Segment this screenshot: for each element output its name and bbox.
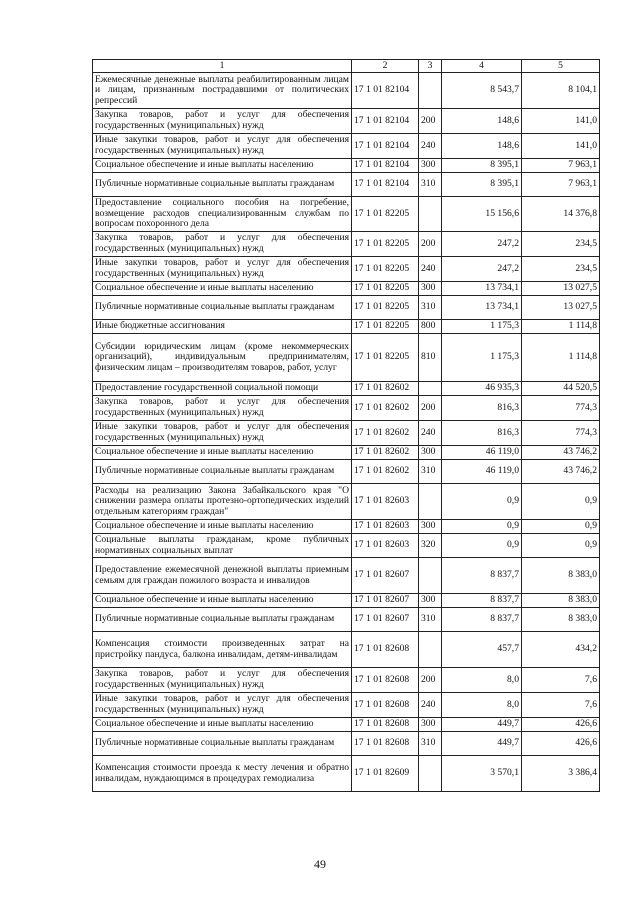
column-header-amount-2: 5 (522, 60, 600, 73)
row-name: Социальное обеспечение и иные выплаты населению (93, 718, 352, 732)
row-expense-type: 240 (419, 693, 442, 718)
table-body (93, 73, 600, 792)
column-header-target-code: 2 (352, 60, 419, 73)
table-row (93, 197, 600, 232)
row-name: Иные закупки товаров, работ и услуг для обеспечения государственных (муниципальных) нужд (93, 693, 352, 718)
row-target-code: 17 1 01 82603 (352, 534, 419, 558)
row-expense-type: 200 (419, 109, 442, 134)
table-row (93, 382, 600, 396)
row-amount-1: 0,9 (442, 520, 522, 534)
row-expense-type: 310 (419, 732, 442, 756)
row-target-code: 17 1 01 82104 (352, 159, 419, 173)
row-name: Социальное обеспечение и иные выплаты населению (93, 520, 352, 534)
row-amount-2: 141,0 (522, 134, 600, 159)
table-row (93, 693, 600, 718)
row-target-code: 17 1 01 82607 (352, 558, 419, 594)
row-amount-2: 8 383,0 (522, 594, 600, 608)
row-amount-2: 7,6 (522, 668, 600, 693)
row-expense-type: 200 (419, 668, 442, 693)
row-amount-1: 8,0 (442, 693, 522, 718)
table-row (93, 460, 600, 484)
row-target-code: 17 1 01 82602 (352, 382, 419, 396)
row-expense-type: 200 (419, 396, 442, 421)
row-expense-type: 300 (419, 446, 442, 460)
table-row (93, 632, 600, 668)
row-name: Закупка товаров, работ и услуг для обеспечения государственных (муниципальных) нужд (93, 668, 352, 693)
row-name: Социальное обеспечение и иные выплаты населению (93, 282, 352, 296)
row-target-code: 17 1 01 82602 (352, 460, 419, 484)
row-expense-type: 300 (419, 520, 442, 534)
row-expense-type (419, 558, 442, 594)
row-expense-type (419, 382, 442, 396)
table-header-row (93, 60, 600, 73)
row-expense-type (419, 197, 442, 232)
column-header-name: 1 (93, 60, 352, 73)
row-target-code: 17 1 01 82607 (352, 608, 419, 632)
row-amount-2: 7 963,1 (522, 173, 600, 197)
table-row (93, 109, 600, 134)
row-expense-type: 810 (419, 334, 442, 382)
row-target-code: 17 1 01 82602 (352, 396, 419, 421)
row-target-code: 17 1 01 82104 (352, 109, 419, 134)
budget-table (92, 59, 600, 792)
row-target-code: 17 1 01 82104 (352, 173, 419, 197)
row-amount-2: 13 027,5 (522, 282, 600, 296)
row-name: Публичные нормативные социальные выплаты гражданам (93, 732, 352, 756)
row-name: Иные бюджетные ассигнования (93, 320, 352, 334)
row-amount-2: 7,6 (522, 693, 600, 718)
row-expense-type: 310 (419, 460, 442, 484)
row-expense-type: 240 (419, 421, 442, 446)
row-amount-2: 234,5 (522, 232, 600, 257)
table-row (93, 296, 600, 320)
table-row (93, 173, 600, 197)
row-target-code: 17 1 01 82205 (352, 282, 419, 296)
row-amount-2: 43 746,2 (522, 460, 600, 484)
row-name: Публичные нормативные социальные выплаты гражданам (93, 608, 352, 632)
row-expense-type: 310 (419, 608, 442, 632)
row-amount-1: 816,3 (442, 396, 522, 421)
table-row (93, 534, 600, 558)
row-amount-1: 148,6 (442, 109, 522, 134)
table-row (93, 134, 600, 159)
row-name: Ежемесячные денежные выплаты реабилитированным лицам и лицам, признанным пострадавшими от политических репрессий (93, 73, 352, 109)
row-amount-2: 8 383,0 (522, 558, 600, 594)
row-amount-2: 0,9 (522, 520, 600, 534)
row-target-code: 17 1 01 82205 (352, 334, 419, 382)
row-target-code: 17 1 01 82104 (352, 73, 419, 109)
row-amount-2: 426,6 (522, 732, 600, 756)
row-amount-1: 8 395,1 (442, 159, 522, 173)
table-row (93, 282, 600, 296)
table-row (93, 558, 600, 594)
row-amount-2: 8 104,1 (522, 73, 600, 109)
row-amount-2: 1 114,8 (522, 334, 600, 382)
row-name: Иные закупки товаров, работ и услуг для обеспечения государственных (муниципальных) нужд (93, 134, 352, 159)
row-name: Расходы на реализацию Закона Забайкальского края "О снижении размера оплаты протезно-ортопедических изделий отдельным категориям граждан" (93, 484, 352, 520)
row-target-code: 17 1 01 82205 (352, 257, 419, 282)
row-expense-type: 300 (419, 594, 442, 608)
row-expense-type: 310 (419, 173, 442, 197)
row-amount-1: 8,0 (442, 668, 522, 693)
row-amount-1: 0,9 (442, 534, 522, 558)
row-amount-1: 13 734,1 (442, 282, 522, 296)
row-expense-type: 300 (419, 159, 442, 173)
row-name: Предоставление социального пособия на погребение, возмещение расходов специализированным службам по вопросам похоронного дела (93, 197, 352, 232)
row-target-code: 17 1 01 82608 (352, 668, 419, 693)
row-target-code: 17 1 01 82602 (352, 421, 419, 446)
row-name: Закупка товаров, работ и услуг для обеспечения государственных (муниципальных) нужд (93, 109, 352, 134)
column-header-amount-1: 4 (442, 60, 522, 73)
table-row (93, 718, 600, 732)
row-name: Публичные нормативные социальные выплаты гражданам (93, 460, 352, 484)
row-amount-1: 15 156,6 (442, 197, 522, 232)
row-target-code: 17 1 01 82602 (352, 446, 419, 460)
row-amount-1: 8 837,7 (442, 608, 522, 632)
table-row (93, 608, 600, 632)
row-target-code: 17 1 01 82205 (352, 197, 419, 232)
table-row (93, 446, 600, 460)
row-amount-2: 774,3 (522, 396, 600, 421)
row-name: Закупка товаров, работ и услуг для обеспечения государственных (муниципальных) нужд (93, 396, 352, 421)
row-name: Публичные нормативные социальные выплаты гражданам (93, 173, 352, 197)
row-amount-1: 8 837,7 (442, 594, 522, 608)
row-amount-2: 43 746,2 (522, 446, 600, 460)
table-row (93, 668, 600, 693)
row-amount-1: 148,6 (442, 134, 522, 159)
row-expense-type: 240 (419, 134, 442, 159)
row-target-code: 17 1 01 82608 (352, 693, 419, 718)
row-target-code: 17 1 01 82607 (352, 594, 419, 608)
row-target-code: 17 1 01 82205 (352, 232, 419, 257)
row-amount-2: 8 383,0 (522, 608, 600, 632)
table-row (93, 594, 600, 608)
row-target-code: 17 1 01 82608 (352, 718, 419, 732)
table-row (93, 520, 600, 534)
page-number: 49 (314, 857, 326, 871)
row-amount-2: 3 386,4 (522, 756, 600, 792)
row-name: Субсидии юридическим лицам (кроме некоммерческих организаций), индивидуальным предпринимателям, физическим лицам – производителям товаров, работ, услуг (93, 334, 352, 382)
row-expense-type: 300 (419, 718, 442, 732)
row-name: Иные закупки товаров, работ и услуг для обеспечения государственных (муниципальных) нужд (93, 421, 352, 446)
row-amount-2: 0,9 (522, 534, 600, 558)
row-target-code: 17 1 01 82205 (352, 320, 419, 334)
row-name: Закупка товаров, работ и услуг для обеспечения государственных (муниципальных) нужд (93, 232, 352, 257)
row-amount-1: 8 395,1 (442, 173, 522, 197)
row-target-code: 17 1 01 82608 (352, 732, 419, 756)
row-expense-type: 200 (419, 232, 442, 257)
row-name: Иные закупки товаров, работ и услуг для обеспечения государственных (муниципальных) нужд (93, 257, 352, 282)
row-amount-2: 141,0 (522, 109, 600, 134)
row-amount-1: 1 175,3 (442, 334, 522, 382)
row-amount-1: 46 935,3 (442, 382, 522, 396)
row-target-code: 17 1 01 82603 (352, 484, 419, 520)
row-expense-type: 310 (419, 296, 442, 320)
row-expense-type (419, 484, 442, 520)
row-expense-type: 240 (419, 257, 442, 282)
table-row (93, 257, 600, 282)
row-expense-type: 800 (419, 320, 442, 334)
table-row (93, 396, 600, 421)
row-amount-1: 1 175,3 (442, 320, 522, 334)
row-amount-1: 8 837,7 (442, 558, 522, 594)
row-target-code: 17 1 01 82603 (352, 520, 419, 534)
row-amount-2: 234,5 (522, 257, 600, 282)
row-amount-2: 1 114,8 (522, 320, 600, 334)
row-name: Компенсация стоимости проезда к месту лечения и обратно инвалидам, нуждающимся в процедурах гемодиализа (93, 756, 352, 792)
row-amount-1: 247,2 (442, 232, 522, 257)
row-amount-1: 46 119,0 (442, 460, 522, 484)
row-amount-1: 247,2 (442, 257, 522, 282)
row-amount-2: 44 520,5 (522, 382, 600, 396)
row-expense-type: 320 (419, 534, 442, 558)
row-target-code: 17 1 01 82609 (352, 756, 419, 792)
row-name: Социальные выплаты гражданам, кроме публичных нормативных социальных выплат (93, 534, 352, 558)
row-target-code: 17 1 01 82104 (352, 134, 419, 159)
row-amount-1: 449,7 (442, 718, 522, 732)
row-name: Социальное обеспечение и иные выплаты населению (93, 446, 352, 460)
row-name: Компенсация стоимости произведенных затрат на пристройку пандуса, балкона инвалидам, детям-инвалидам (93, 632, 352, 668)
table-row (93, 484, 600, 520)
table-row (93, 732, 600, 756)
row-name: Предоставление ежемесячной денежной выплаты приемным семьям для граждан пожилого возраста и инвалидов (93, 558, 352, 594)
row-amount-2: 774,3 (522, 421, 600, 446)
row-amount-2: 426,6 (522, 718, 600, 732)
row-target-code: 17 1 01 82205 (352, 296, 419, 320)
row-amount-1: 449,7 (442, 732, 522, 756)
row-amount-1: 3 570,1 (442, 756, 522, 792)
row-expense-type: 300 (419, 282, 442, 296)
row-name: Публичные нормативные социальные выплаты гражданам (93, 296, 352, 320)
row-amount-2: 14 376,8 (522, 197, 600, 232)
table-row (93, 421, 600, 446)
table-row (93, 320, 600, 334)
row-name: Социальное обеспечение и иные выплаты населению (93, 594, 352, 608)
row-amount-1: 13 734,1 (442, 296, 522, 320)
row-amount-1: 457,7 (442, 632, 522, 668)
row-amount-2: 13 027,5 (522, 296, 600, 320)
row-amount-1: 0,9 (442, 484, 522, 520)
row-amount-1: 816,3 (442, 421, 522, 446)
row-amount-2: 7 963,1 (522, 159, 600, 173)
row-amount-1: 46 119,0 (442, 446, 522, 460)
row-amount-2: 434,2 (522, 632, 600, 668)
row-amount-1: 8 543,7 (442, 73, 522, 109)
table-row (93, 756, 600, 792)
row-expense-type (419, 756, 442, 792)
row-amount-2: 0,9 (522, 484, 600, 520)
row-expense-type (419, 73, 442, 109)
table-row (93, 73, 600, 109)
table-row (93, 334, 600, 382)
table-row (93, 232, 600, 257)
row-name: Предоставление государственной социальной помощи (93, 382, 352, 396)
row-expense-type (419, 632, 442, 668)
table-row (93, 159, 600, 173)
row-target-code: 17 1 01 82608 (352, 632, 419, 668)
column-header-expense-type: 3 (419, 60, 442, 73)
row-name: Социальное обеспечение и иные выплаты населению (93, 159, 352, 173)
